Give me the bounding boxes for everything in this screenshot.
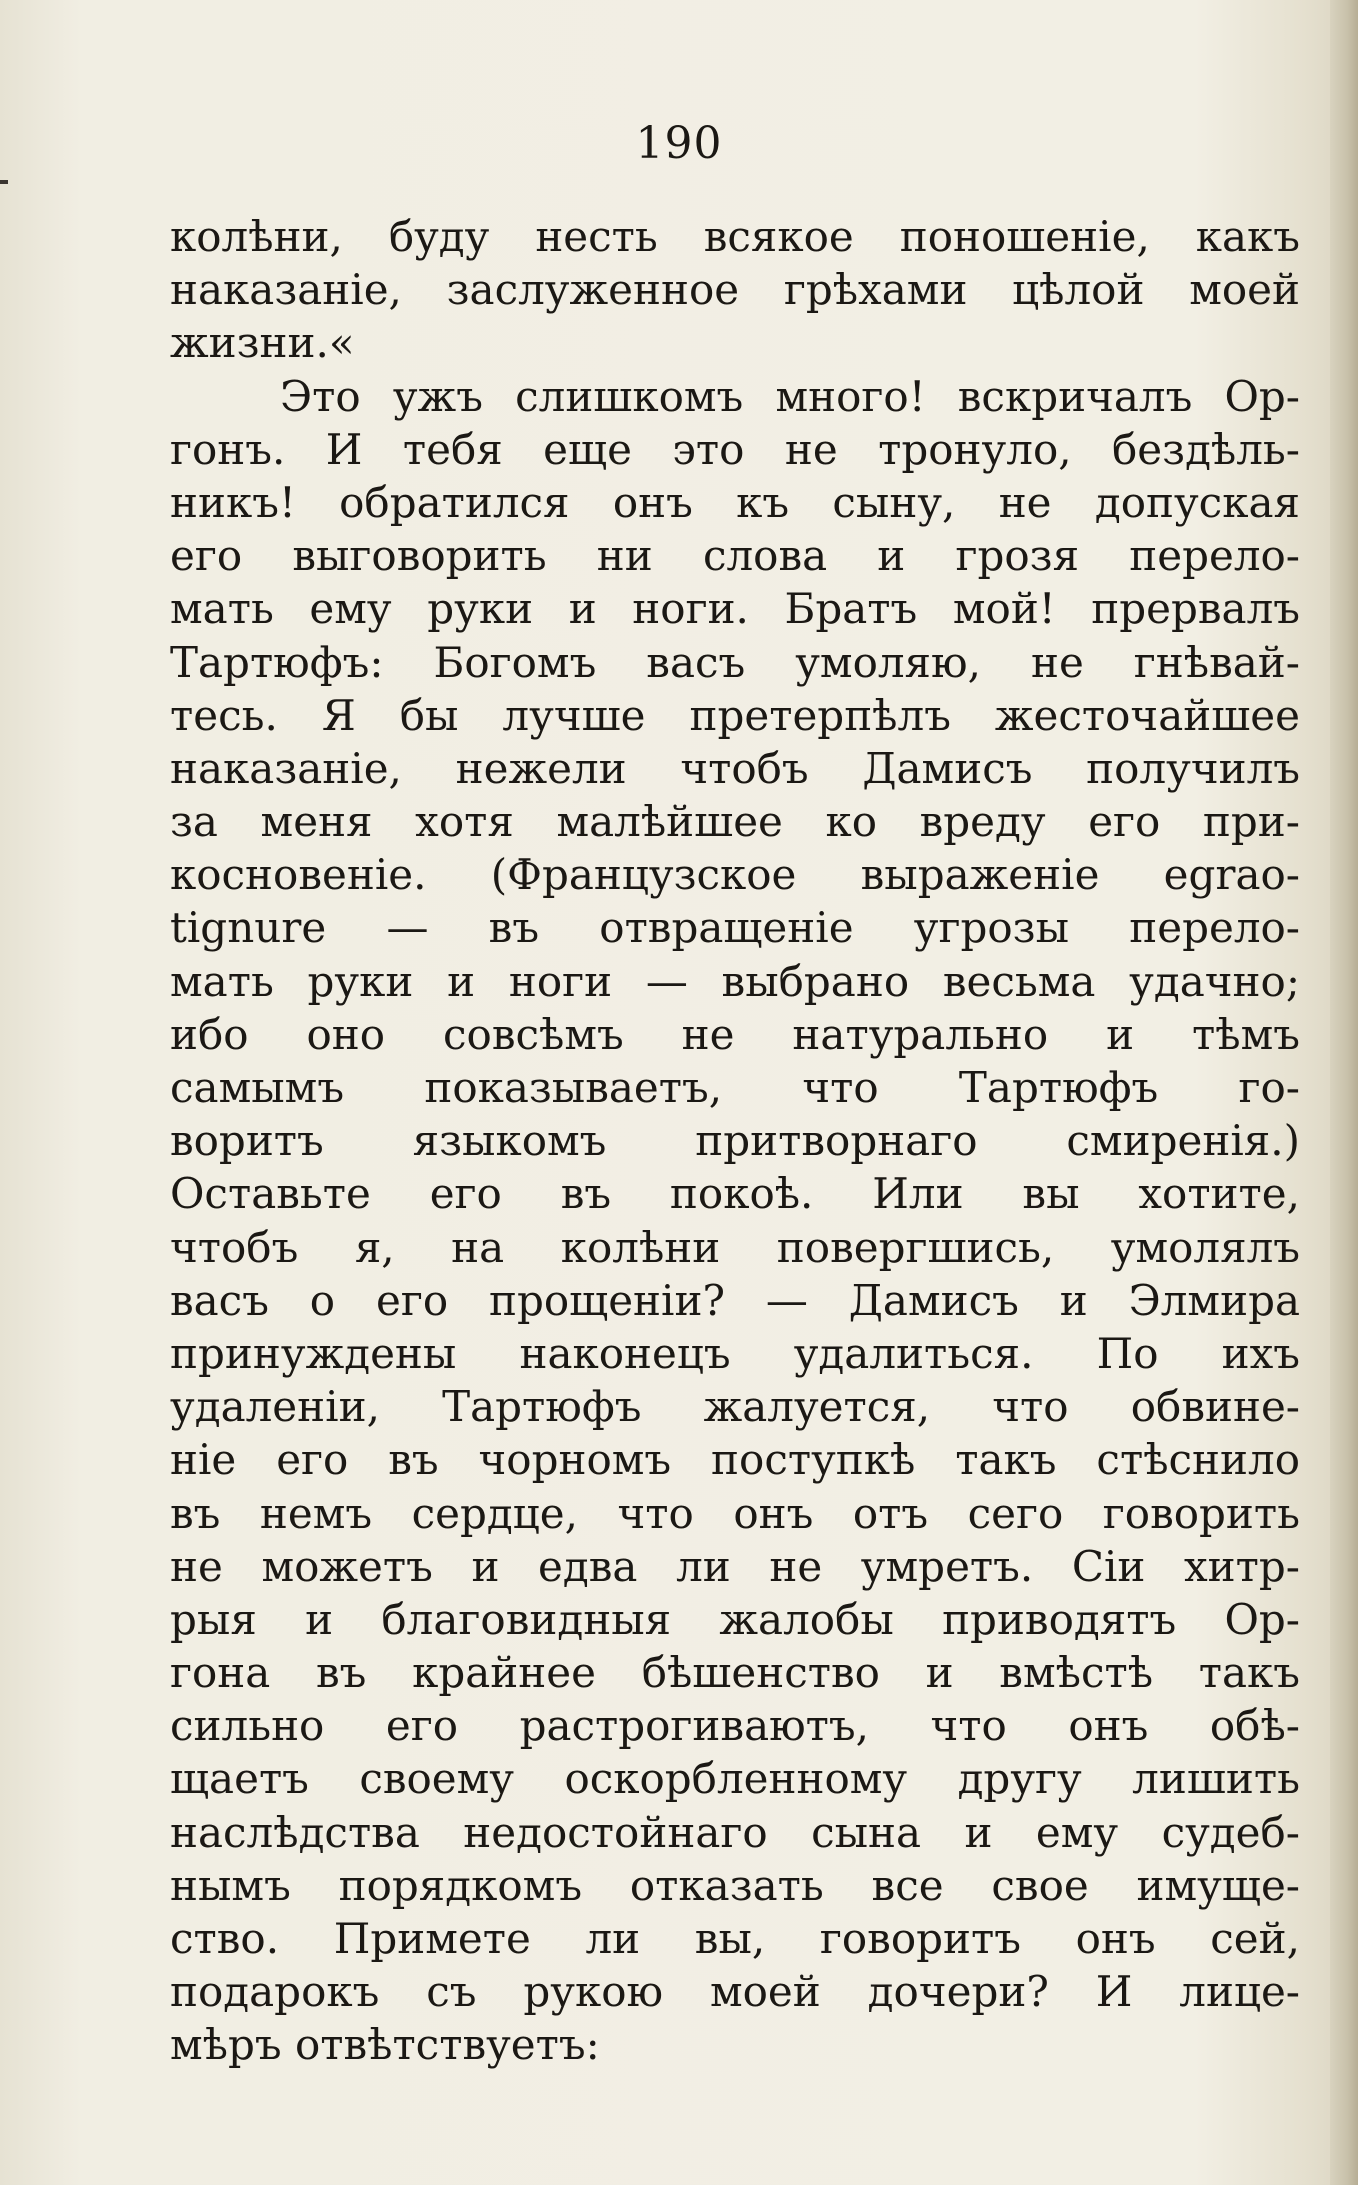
text-line: Это ужъ слишкомъ много! вскричалъ Ор- — [280, 371, 1300, 421]
text-line: Оставьте его въ покоѣ. Или вы хотите, — [170, 1169, 1300, 1219]
text-line: мать руки и ноги — выбрано весьма удачно; — [170, 956, 1300, 1006]
text-line: гона въ крайнее бѣшенство и вмѣстѣ такъ — [170, 1648, 1300, 1698]
page-number: 190 — [635, 118, 723, 169]
body-text — [170, 210, 1300, 2072]
text-line: косновеніе. (Французское выраженіе egrao- — [170, 850, 1300, 900]
text-line: самымъ показываетъ, что Тартюфъ го- — [170, 1063, 1300, 1112]
text-line: колѣни, буду несть всякое поношеніе, какъ — [170, 212, 1300, 261]
text-line: сильно его растрогиваютъ, что онъ обѣ- — [170, 1701, 1300, 1751]
text-line: гонъ. И тебя еще это не тронуло, бездѣль- — [170, 424, 1300, 474]
text-line: ніе его въ чорномъ поступкѣ такъ стѣснило — [170, 1435, 1300, 1485]
text-line: воритъ языкомъ притворнаго смиренія.) — [170, 1116, 1300, 1166]
text-line: за меня хотя малѣйшее ко вреду его при- — [170, 797, 1300, 847]
text-line: васъ о его прощеніи? — Дамисъ и Элмира — [170, 1275, 1300, 1325]
text-line: принуждены наконецъ удалиться. По ихъ — [170, 1328, 1300, 1378]
text-line: мѣръ отвѣтствуетъ: — [170, 2020, 600, 2070]
text-line: нымъ порядкомъ отказать все свое имуще- — [170, 1860, 1300, 1910]
text-line: мать ему руки и ноги. Братъ мой! прервалъ — [170, 584, 1300, 634]
text-line: чтобъ я, на колѣни повергшись, умолялъ — [170, 1222, 1300, 1272]
text-line: наслѣдства недостойнаго сына и ему судеб- — [170, 1807, 1300, 1857]
text-line: удаленіи, Тартюфъ жалуется, что обвине- — [170, 1382, 1300, 1432]
margin-mark — [0, 180, 8, 184]
text-line: никъ! обратился онъ къ сыну, не допуская — [170, 477, 1300, 527]
text-line: въ немъ сердце, что онъ отъ сего говорить — [170, 1488, 1300, 1538]
text-line: наказаніе, заслуженное грѣхами цѣлой моей — [170, 265, 1300, 315]
text-line: тесь. Я бы лучше претерпѣлъ жесточайшее — [170, 690, 1300, 740]
text-line: его выговорить ни слова и грозя перело- — [170, 531, 1300, 581]
text-line: рыя и благовидныя жалобы приводятъ Ор- — [170, 1594, 1300, 1644]
text-line: Тартюфъ: Богомъ васъ умоляю, не гнѣвай- — [170, 637, 1300, 687]
text-line: наказаніе, нежели чтобъ Дамисъ получилъ — [170, 743, 1300, 793]
text-line: tignure — въ отвращеніе угрозы перело- — [170, 903, 1300, 953]
text-line: не можетъ и едва ли не умретъ. Сіи хитр- — [170, 1541, 1300, 1591]
text-line: ство. Примете ли вы, говоритъ онъ сей, — [170, 1914, 1300, 1963]
text-line: ибо оно совсѣмъ не натурально и тѣмъ — [170, 1009, 1300, 1059]
text-line: подарокъ съ рукою моей дочери? И лице- — [170, 1967, 1300, 2017]
text-line: щаетъ своему оскорбленному другу лишить — [170, 1754, 1300, 1804]
page-right-edge-shadow — [1330, 0, 1358, 2185]
text-line: жизни.« — [170, 318, 355, 368]
